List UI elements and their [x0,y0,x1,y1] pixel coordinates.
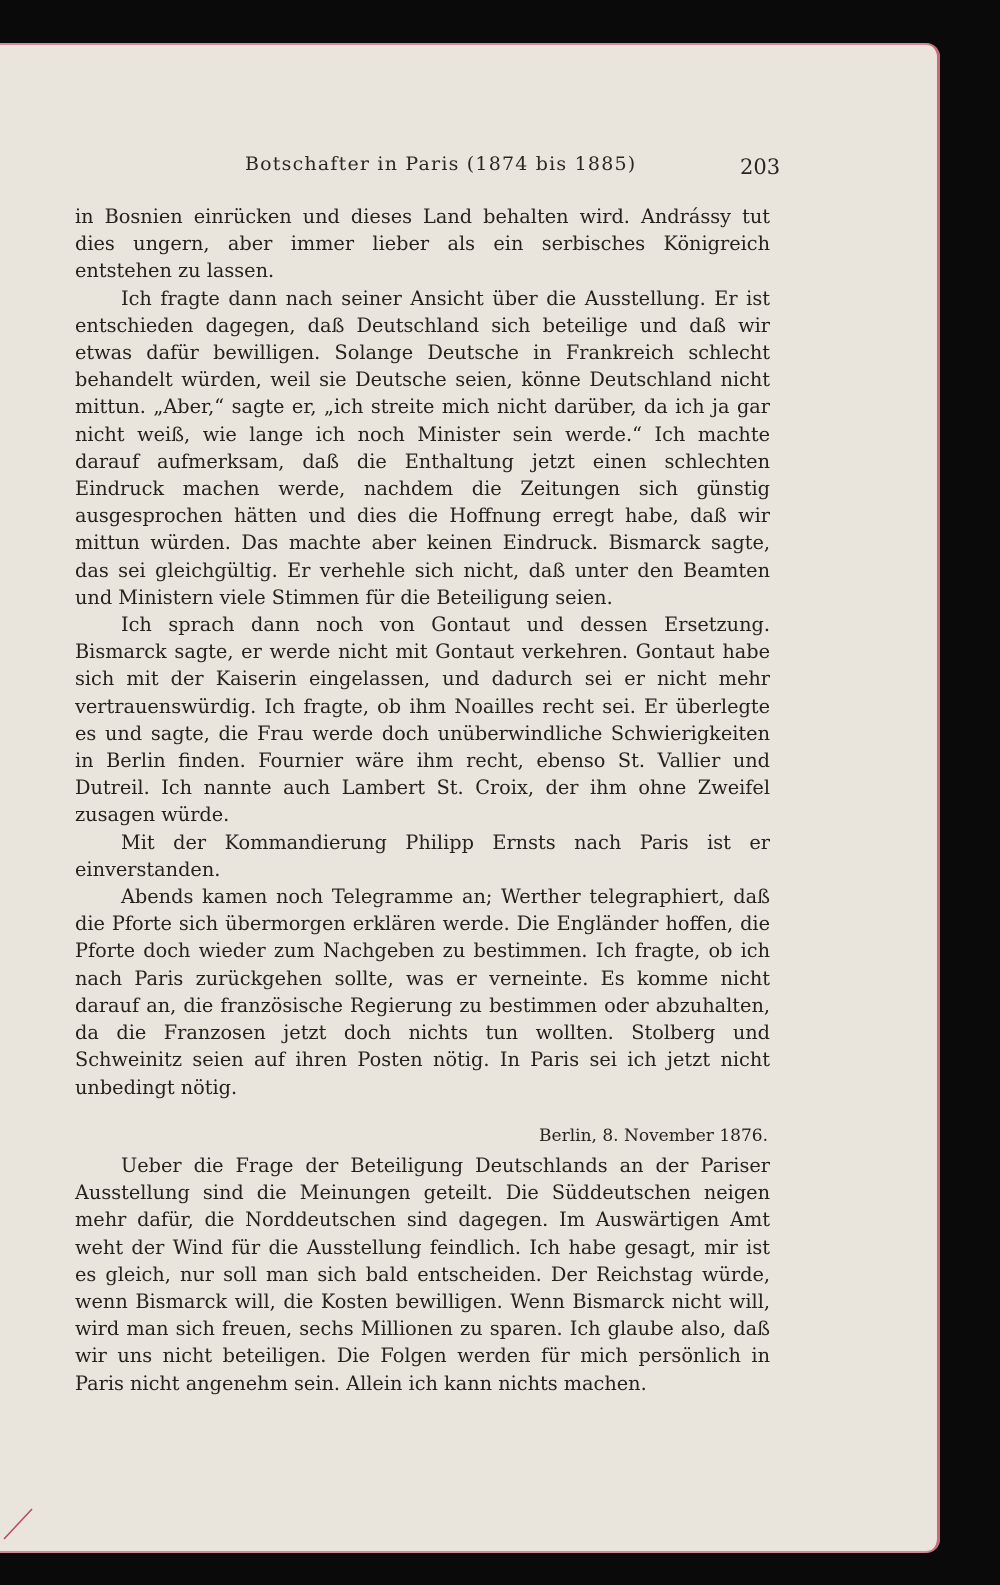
paragraph-continuation: in Bosnien einrücken und dieses Land behalten wird. Andrássy tut dies ungern, aber immer lieber als ein serbisches Königreich entstehen zu lassen. [75,205,770,283]
page-header [0,153,940,193]
paragraph: Ich fragte dann nach seiner Ansicht über die Ausstellung. Er ist entschieden dagegen, daß Deutschland sich beteilige und daß wir etwas dafür bewilligen. Solange Deutsche in Frankreich schlecht behandelt würden, weil sie Deutsche seien, könne Deutschland nicht mittun. „Aber,“ sagte er, „ich streite mich nicht darüber, da ich ja gar nicht weiß, wie lange ich noch Minister sein werde.“ Ich machte darauf aufmerksam, daß die Enthaltung jetzt einen schlechten Eindruck machen werde, nachdem die Zeitungen sich günstig ausgesprochen hätten und dies die Hoffnung erregt habe, daß wir mittun würden. Das machte aber keinen Eindruck. Bismarck sagte, das sei gleichgültig. Er verhehle sich nicht, daß unter den Beamten und Ministern viele Stimmen für die Beteiligung seien. [75,286,770,609]
paragraph: Ich sprach dann noch von Gontaut und dessen Ersetzung. Bismarck sagte, er werde nicht mit Gontaut verkehren. Gontaut habe sich mit der Kaiserin eingelassen, und dadurch sei er nicht mehr vertrauenswürdig. Ich fragte, ob ihm Noailles recht sei. Er überlegte es und sagte, die Frau werde doch unüberwindliche Schwierigkeiten in Berlin finden. Fournier wäre ihm recht, ebenso St. Vallier und Dutreil. Ich nannte auch Lambert St. Croix, der ihm ohne Zweifel zusagen würde. [75,613,770,827]
body-text [75,203,770,1397]
paragraph: Mit der Kommandierung Philipp Ernsts nach Paris ist er einverstanden. [75,830,770,881]
dateline: Berlin, 8. November 1876. [539,1125,768,1146]
page-corner-mark [2,1501,42,1541]
book-page [0,43,940,1553]
page-number: 203 [740,155,781,179]
paragraph: Abends kamen noch Telegramme an; Werther telegraphiert, daß die Pforte sich übermorgen erklären werde. Die Engländer hoffen, die Pforte doch wieder zum Nachgeben zu bestimmen. Ich fragte, ob ich nach Paris zurückgehen sollte, was er verneinte. Es komme nicht darauf an, die französische Regierung zu bestimmen oder abzuhalten, da die Franzosen jetzt doch nichts tun wollten. Stolberg und Schweinitz seien auf ihren Posten nötig. In Paris sei ich jetzt nicht unbedingt nötig. [75,885,770,1099]
running-title: Botschafter in Paris (1874 bis 1885) [245,153,637,175]
paragraph: Ueber die Frage der Beteiligung Deutschlands an der Pariser Ausstellung sind die Meinungen geteilt. Die Süddeutschen neigen mehr dafür, die Norddeutschen sind dagegen. Im Auswärtigen Amt weht der Wind für die Ausstellung feindlich. Ich habe gesagt, mir ist es gleich, nur soll man sich bald entscheiden. Der Reichstag würde, wenn Bismarck will, die Kosten bewilligen. Wenn Bismarck nicht will, wird man sich freuen, sechs Millionen zu sparen. Ich glaube also, daß wir uns nicht beteiligen. Die Folgen werden für mich persönlich in Paris nicht angenehm sein. Allein ich kann nichts machen. [75,1153,770,1395]
